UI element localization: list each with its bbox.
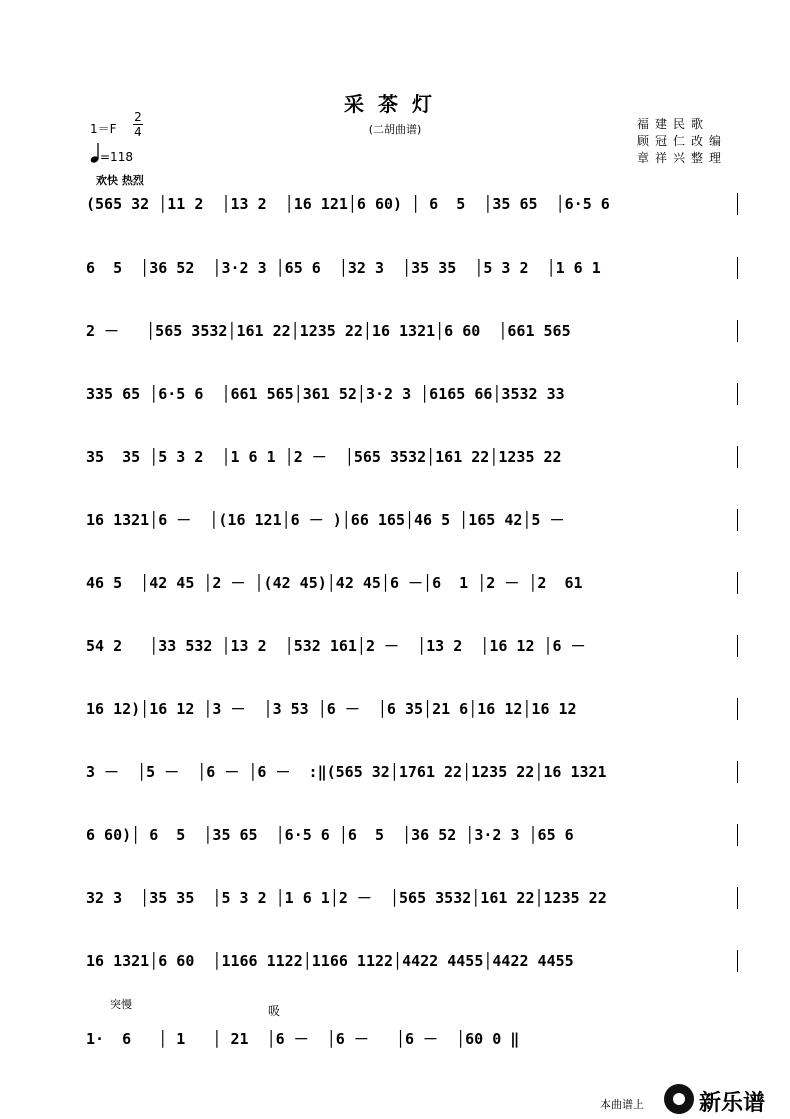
score-row-3 (86, 318, 738, 344)
logo-text: 新乐谱 (699, 1091, 766, 1116)
time-bottom: 4 (134, 125, 142, 139)
credit-arranger: 顾冠仁改编 (637, 134, 728, 148)
score-row-6 (86, 507, 738, 533)
score-row-4 (86, 381, 738, 407)
score-text: 2 － │565 3532│161 22│1235 22│16 1321│6 60 │661 565 (86, 322, 571, 340)
score-row-2 (86, 255, 738, 281)
credits (637, 116, 727, 167)
tempo-value: =118 (100, 150, 133, 164)
score-row-12 (86, 885, 738, 911)
key-signature: 1＝F (90, 122, 117, 136)
score-text: (565 32 │11 2 │13 2 │16 121│6 60) │ 6 5 │35 65 │6·5 6 (86, 195, 610, 213)
score-text: 35 35 │5 3 2 │1 6 1 │2 － │565 3532│161 22│1235 22 (86, 448, 562, 466)
score-row-8 (86, 633, 738, 659)
time-signature (132, 110, 144, 139)
score-text: 3 － │5 － │6 － │6 － :‖(565 32│1761 22│1235 22│16 1321 (86, 763, 607, 781)
score-text: 32 3 │35 35 │5 3 2 │1 6 1│2 － │565 3532│161 22│1235 22 (86, 889, 607, 907)
score-row-9 (86, 696, 738, 722)
score-row-13 (86, 948, 738, 974)
slow-mark: 突慢 (110, 998, 132, 1011)
score-row-7 (86, 570, 738, 596)
page-subtitle: (二胡曲谱) (368, 123, 422, 136)
score-row-1 (86, 191, 738, 217)
score-text: 1· 6 │ 1 │ 21 │6 － │6 － │6 － │60 0 ‖ (86, 1030, 520, 1048)
logo-icon (664, 1084, 694, 1114)
expression-mark: 欢快 热烈 (96, 174, 144, 187)
score-text: 6 5 │36 52 │3·2 3 │65 6 │32 3 │35 35 │5 3 2 │1 6 1 (86, 259, 601, 277)
score-row-14 (86, 1026, 738, 1052)
score-row-11 (86, 822, 738, 848)
score-row-5 (86, 444, 738, 470)
score-text: 46 5 │42 45 │2 － │(42 45)│42 45│6 －│6 1 │2 － │2 61 (86, 574, 583, 592)
page-title: 采茶灯 (344, 92, 446, 116)
credit-editor: 章祥兴整理 (637, 151, 728, 165)
score-text: 16 12)│16 12 │3 － │3 53 │6 － │6 35│21 6│16 12│16 12 (86, 700, 577, 718)
score-text: 16 1321│6 60 │1166 1122│1166 1122│4422 4455│4422 4455 (86, 952, 574, 970)
score-text: 16 1321│6 － │(16 121│6 － )│66 165│46 5 │165 42│5 － (86, 511, 565, 529)
time-top: 2 (134, 110, 142, 124)
score-text: 335 65 │6·5 6 │661 565│361 52│3·2 3 │6165 66│3532 33 (86, 385, 565, 403)
score-text: 6 60)│ 6 5 │35 65 │6·5 6 │6 5 │36 52 │3·2 3 │65 6 (86, 826, 574, 844)
score-text: 54 2 │33 532 │13 2 │532 161│2 － │13 2 │16 12 │6 － (86, 637, 586, 655)
score-row-10 (86, 759, 738, 785)
credit-origin: 福建民歌 (637, 117, 710, 131)
footer-text: 本曲谱上 (600, 1098, 644, 1111)
breath-mark: 吸 (268, 1004, 281, 1018)
